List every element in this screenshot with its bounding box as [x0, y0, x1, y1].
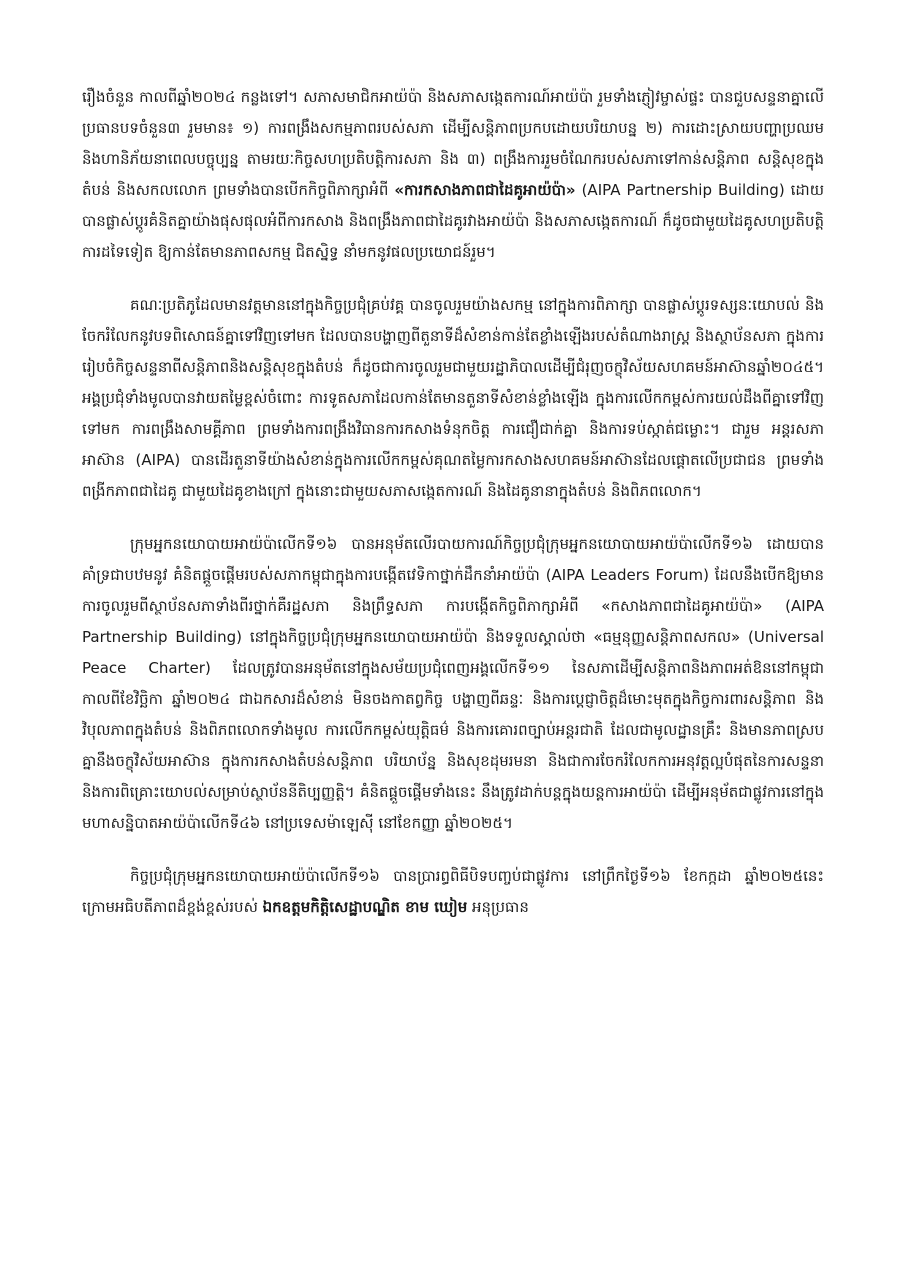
paragraph-sessions-summary [82, 82, 824, 268]
document-page [82, 82, 824, 1222]
emphasis-official-name: ឯកឧត្តមកិត្តិសេដ្ឋាបណ្ឌិត ខាម ឃៀម [262, 898, 468, 916]
emphasis-aipa-partnership: «ការកសាងភាពជាដៃគូអាយ៉ប៉ា» [394, 181, 576, 199]
paragraph-text: រឿងចំនួន កាលពីឆ្នាំ២០២៤ កន្លងទៅ។ សភាសមាជិកអាយ៉ប៉ា និងសភាសង្កេតការណ៍អាយ៉ប៉ា រួមទាំងភ្ញៀវម្ចាស់ផ្ទះ បានជួបសន្ទនាគ្នាលើប្រធានបទចំនួន៣ រួមមាន៖ ១) ការពង្រឹងសកម្មភាពរបស់សភា ដើម្បីសន្តិភាពប្រកបដោយបរិយាបន្ន ២) ការដោះស្រាយបញ្ហាប្រឈម និងហានិភ័យនាពេលបច្ចុប្បន្ន តាមរយៈកិច្ចសហប្រតិបត្តិការសភា និង ៣) ពង្រឹងការរួមចំណែករបស់សភាទៅកាន់សន្តិភាព សន្តិសុខក្នុងតំបន់ និងសកលលោក ព្រមទាំងបានបើកកិច្ចពិភាក្សាអំពី [82, 88, 824, 199]
paragraph-text: (AIPA Partnership Building) ដោយបានផ្លាស់ប្ដូរគំនិតគ្នាយ៉ាងផុសផុលអំពីការកសាង និងពង្រឹងភាពជាដៃគូរវាងអាយ៉ប៉ា និងសភាសង្កេតការណ៍ ក៏ដូចជាមួយដៃគូសហប្រតិបត្តិការដទៃទៀត ឱ្យកាន់តែមានភាពសកម្ម ជិតស្និទ្ធ នាំមកនូវផលប្រយោជន៍រួម។ [82, 181, 824, 261]
paragraph-closing-ceremony [82, 861, 824, 923]
paragraph-text: គណៈប្រតិភូដែលមានវត្តមាននៅក្នុងកិច្ចប្រជុំគ្រប់វគ្គ បានចូលរួមយ៉ាងសកម្ម នៅក្នុងការពិភាក្សា បានផ្លាស់ប្ដូរទស្សនៈយោបល់ និងចែករំលែកនូវបទពិសោធន៍គ្នាទៅវិញទៅមក ដែលបានបង្ហាញពីតួនាទីដ៏សំខាន់កាន់តែខ្លាំងឡើងរបស់តំណាងរាស្ត្រ និងស្ថាប័នសភា ក្នុងការរៀបចំកិច្ចសន្ទនាពីសន្តិភាពនិងសន្តិសុខក្នុងតំបន់ ក៏ដូចជាការចូលរួមជាមួយរដ្ឋាភិបាលដើម្បីជំរុញចក្ខុវិស័យសហគមន៍អាស៊ានឆ្នាំ២០៤៥។ អង្គប្រជុំទាំងមូលបានវាយតម្លៃខ្ពស់ចំពោះ ការទូតសភាដែលកាន់តែមានតួនាទីសំខាន់ខ្លាំងឡើង ក្នុងការលើកកម្ពស់ការយល់ដឹងពីគ្នាទៅវិញទៅមក ការពង្រឹងសាមគ្គីភាព ព្រមទាំងការពង្រឹងវិធានការកសាងទំនុកចិត្ត ការជឿជាក់គ្នា និងការទប់ស្កាត់ជម្លោះ។ ជារួម អន្តរសភាអាស៊ាន (AIPA) បានដើរតួនាទីយ៉ាងសំខាន់ក្នុងការលើកកម្ពស់គុណតម្លៃការកសាងសហគមន៍អាស៊ានដែលផ្ដោតលើប្រជាជន ព្រមទាំងពង្រីកភាពជាដៃគូ ជាមួយដៃគូខាងក្រៅ ក្នុងនោះជាមួយសភាសង្កេតការណ៍ និងដៃគូនានាក្នុងតំបន់ និងពិភពលោក។ [82, 296, 824, 500]
paragraph-text: កិច្ចប្រជុំក្រុមអ្នកនយោបាយអាយ៉ប៉ាលើកទី១៦ បានប្រារព្ធពិធីបិទបញ្ចប់ជាផ្លូវការ នៅព្រឹកថ្ងៃទី១៦ ខែកក្កដា ឆ្នាំ២០២៥នេះ ក្រោមអធិបតីភាពដ៏ខ្ពង់ខ្ពស់របស់ [82, 867, 824, 916]
paragraph-text: ក្រុមអ្នកនយោបាយអាយ៉ប៉ាលើកទី១៦ បានអនុម័តលើរបាយការណ៍កិច្ចប្រជុំក្រុមអ្នកនយោបាយអាយ៉ប៉ាលើកទី១៦ ដោយបានគាំទ្រជាបឋមនូវ គំនិតផ្ដួចផ្ដើមរបស់សភាកម្ពុជាក្នុងការបង្កើតវេទិកាថ្នាក់ដឹកនាំអាយ៉ប៉ា (AIPA Leaders Forum) ដែលនឹងបើកឱ្យមានការចូលរួមពីស្ថាប័នសភាទាំងពីរថ្នាក់គឺរដ្ឋសភា និងព្រឹទ្ធសភា ការបង្កើតកិច្ចពិភាក្សាអំពី «កសាងភាពជាដៃគូអាយ៉ប៉ា» (AIPA Partnership Building) នៅក្នុងកិច្ចប្រជុំក្រុមអ្នកនយោបាយអាយ៉ប៉ា និងទទួលស្គាល់ថា «ធម្មនុញ្ញសន្តិភាពសកល» (Universal Peace Charter) ដែលត្រូវបានអនុម័តនៅក្នុងសម័យប្រជុំពេញអង្គលើកទី១១ នៃសភាដើម្បីសន្តិភាពនិងភាពអត់ឱននៅកម្ពុជា កាលពីខែវិច្ឆិកា ឆ្នាំ២០២៤ ជាឯកសារដ៏សំខាន់ មិនចងកាតព្វកិច្ច បង្ហាញពីឆន្ទៈ និងការប្ដេជ្ញាចិត្តដ៏មោះមុតក្នុងកិច្ចការពារសន្តិភាព និងវិបុលភាពក្នុងតំបន់ និងពិភពលោកទាំងមូល ការលើកកម្ពស់យុត្តិធម៌ និងការគោរពច្បាប់អន្តរជាតិ ដែលជាមូលដ្ឋានគ្រឹះ និងមានភាពស្របគ្នានឹងចក្ខុវិស័យអាស៊ាន ក្នុងការកសាងតំបន់សន្តិភាព បរិយាប័ន្ន និងសុខដុមរមនា និងជាការចែករំលែកការអនុវត្តល្អបំផុតនៃការសន្ទនា និងការពិគ្រោះយោបល់សម្រាប់ស្ថាប័ននីតិប្បញ្ញត្តិ។ គំនិតផ្ដួចផ្ដើមទាំងនេះ នឹងត្រូវដាក់បន្តក្នុងយន្តការអាយ៉ប៉ា ដើម្បីអនុម័តជាផ្លូវការនៅក្នុងមហាសន្និបាតអាយ៉ប៉ាលើកទី៤៦ នៅប្រទេសម៉ាឡេស៊ី នៅខែកញ្ញា ឆ្នាំ២០២៥។ [82, 535, 824, 832]
paragraph-delegation-participation [82, 290, 824, 507]
paragraph-text: អនុប្រធាន [467, 898, 529, 916]
paragraph-policy-makers-adoption [82, 529, 824, 839]
